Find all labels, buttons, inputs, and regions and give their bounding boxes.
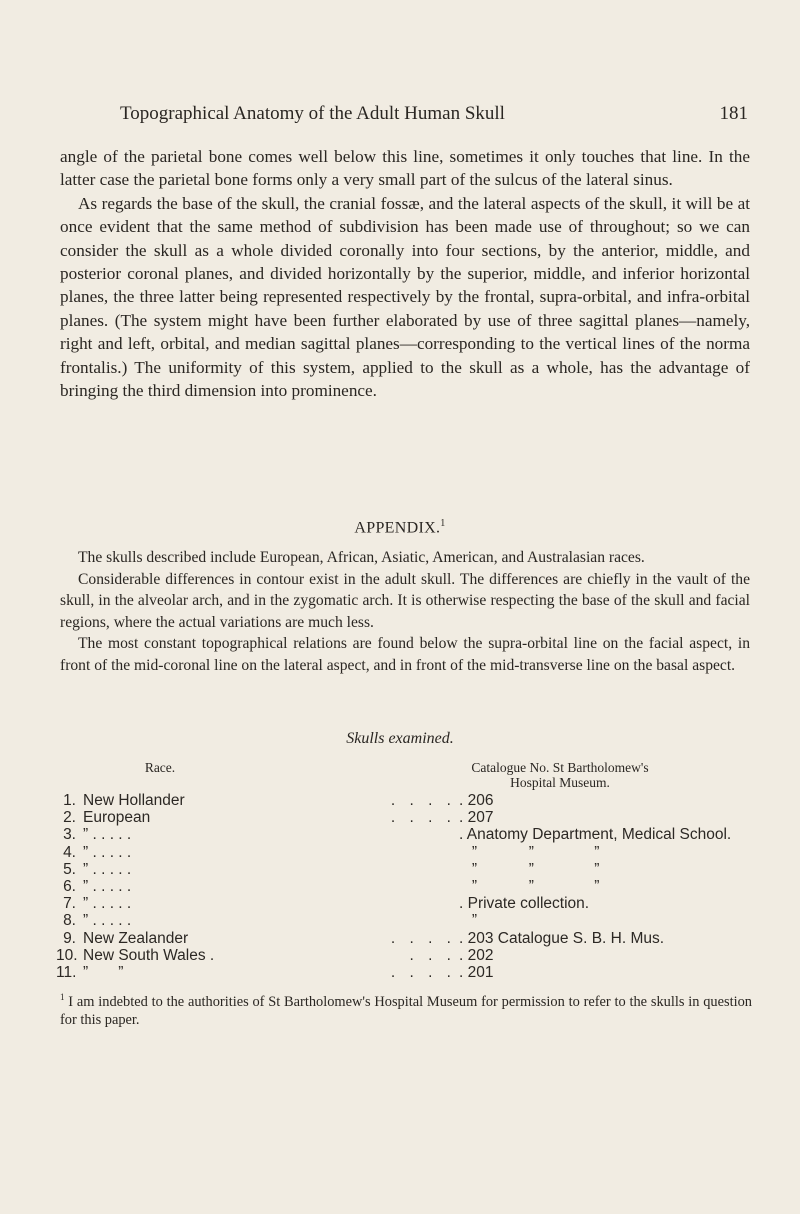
row-number: 6.: [63, 877, 76, 895]
table-row: [56, 861, 756, 878]
table-row: [56, 844, 756, 861]
main-text: [60, 145, 750, 402]
paragraph: As regards the base of the skull, the cranial fossæ, and the lateral aspects of the skull, it will be at once evident that the same method of subdivision has been made use of throughout; so we can consider the skull as a whole divided coronally into four sections, by the anterior, middle, and posterior coronal planes, and divided horizontally by the superior, middle, and inferior horizontal planes, the three latter being represented respectively by the frontal, supra-orbital, and infra-orbital planes. (The system might have been further elaborated by use of three sagittal planes—namely, right and left, orbital, and median sagittal planes—corresponding to the vertical lines of the norma frontalis.) The uniformity of this system, applied to the skull as a whole, has the advantage of bringing the third dimension into prominence.: [60, 193, 750, 401]
table-row: [56, 878, 756, 895]
paragraph: Considerable differences in contour exist in the adult skull. The differences are chiefly in the vault of the skull, in the alveolar arch, and in the zygomatic arch. It is otherwise respecting the base of the skull and facial regions, where the actual variations are much less.: [60, 570, 750, 631]
footnote: [60, 988, 752, 1030]
row-race: ” . . . . .: [83, 895, 132, 913]
table-row: [56, 809, 756, 826]
table-row: [56, 895, 756, 912]
row-catalogue: . 202: [459, 946, 494, 964]
row-number: 5.: [63, 860, 76, 878]
row-race: ” . . . . .: [83, 877, 132, 895]
row-race: ” ”: [83, 963, 124, 981]
row-race: ” . . . . .: [83, 912, 132, 930]
table-row: [56, 964, 756, 981]
skulls-heading: Skulls examined.: [346, 730, 454, 747]
row-catalogue: . Private collection.: [459, 895, 590, 913]
row-catalogue: ” ” ”: [459, 877, 600, 895]
row-number: 2.: [63, 809, 76, 827]
paragraph: angle of the parietal bone comes well below this line, sometimes it only touches that line. In the latter case the parietal bone forms only a very small part of the sulcus of the lateral sinus.: [60, 147, 750, 190]
row-catalogue: . Anatomy Department, Medical School.: [459, 826, 732, 844]
column-header-line: Catalogue No. St Bartholomew's: [471, 760, 649, 775]
row-leader-dots: . . .: [409, 946, 456, 964]
row-race: New Zealander: [83, 929, 189, 947]
row-number: 7.: [63, 895, 76, 913]
row-leader-dots: . . . .: [390, 809, 456, 827]
row-race: New South Wales .: [83, 946, 215, 964]
row-race: ” . . . . .: [83, 843, 132, 861]
appendix-title: APPENDIX.: [354, 519, 441, 537]
row-catalogue: ” ” ”: [459, 843, 600, 861]
row-catalogue: . 207: [459, 809, 494, 827]
appendix-heading: [0, 518, 800, 537]
row-number: 1.: [63, 792, 76, 809]
skulls-table: [56, 792, 756, 981]
table-row: [56, 912, 756, 929]
running-title: Topographical Anatomy of the Adult Human Skull: [120, 103, 505, 124]
table-row: [56, 930, 756, 947]
column-header-line: Hospital Museum.: [510, 775, 610, 790]
footnote-marker: 1: [60, 992, 65, 1002]
footnote-text: I am indebted to the authorities of St Bartholomew's Hospital Museum for permission to refer to the skulls in question for this paper.: [60, 993, 752, 1029]
appendix-text: [60, 547, 750, 677]
row-race: ” . . . . .: [83, 826, 132, 844]
row-race: European: [83, 809, 151, 827]
row-number: 4.: [63, 843, 76, 861]
row-number: 8.: [63, 912, 76, 930]
row-leader-dots: . . . .: [390, 792, 456, 809]
row-catalogue: ” ” ”: [459, 860, 600, 878]
row-number: 3.: [63, 826, 76, 844]
row-leader-dots: . . . .: [390, 963, 456, 981]
table-row: [56, 792, 756, 809]
row-catalogue: . 206: [459, 792, 494, 809]
row-catalogue: . 203 Catalogue S. B. H. Mus.: [459, 929, 665, 947]
row-race: New Hollander: [83, 792, 185, 809]
footnote-marker: 1: [440, 518, 446, 529]
row-catalogue: . 201: [459, 963, 494, 981]
column-header-catalogue: [400, 760, 720, 790]
row-leader-dots: . . . .: [390, 929, 456, 947]
table-row: [56, 826, 756, 843]
paragraph: The most constant topographical relations are found below the supra-orbital line on the facial aspect, in front of the mid-coronal line on the lateral aspect, and in front of the mid-transverse line on the basal aspect.: [60, 635, 750, 674]
page-number: 181: [719, 103, 748, 124]
column-header-race: Race.: [144, 760, 176, 775]
row-race: ” . . . . .: [83, 860, 132, 878]
row-number: 10.: [56, 946, 78, 964]
row-number: 9.: [63, 929, 76, 947]
row-number: 11.: [56, 963, 77, 981]
row-catalogue: ”: [459, 912, 478, 930]
paragraph: The skulls described include European, African, Asiatic, American, and Australasian races.: [78, 549, 645, 566]
table-row: [56, 947, 756, 964]
